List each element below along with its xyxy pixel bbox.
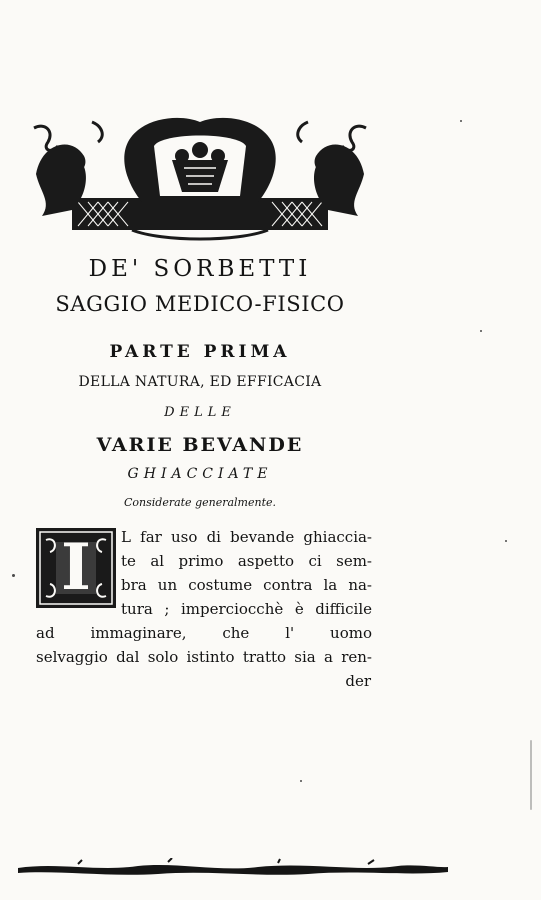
decorated-initial <box>36 528 116 608</box>
ink-speck <box>480 330 482 332</box>
catchword: der <box>345 672 371 690</box>
part-subject: DELLA NATURA, ED EFFICACIA <box>78 374 322 390</box>
body-text-line: bra un costume contra la na- <box>121 576 372 594</box>
ink-speck <box>300 780 302 782</box>
bottom-ink-smudge <box>18 858 448 878</box>
part-heading: PARTE PRIMA <box>109 342 291 362</box>
body-text-line: tura ; imperciocchè è difficile <box>121 600 372 618</box>
ink-speck <box>12 574 15 577</box>
part-subject-main: VARIE BEVANDE <box>96 434 304 456</box>
part-subject-qualifier: GHIACCIATE <box>127 466 273 482</box>
body-text-line: L far uso di bevande ghiaccia- <box>121 528 372 546</box>
work-subtitle: SAGGIO MEDICO-FISICO <box>55 292 345 316</box>
decorated-initial-letter: I <box>61 530 91 605</box>
body-text-line: te al primo aspetto ci sem- <box>121 552 372 570</box>
part-note: Considerate generalmente. <box>123 496 276 509</box>
body-text-line: selvaggio dal solo istinto tratto sia a ren- <box>36 648 372 666</box>
ink-speck <box>505 540 507 542</box>
part-connector: DELLE <box>164 405 236 420</box>
body-text-line: ad immaginare, che l' uomo <box>36 624 372 642</box>
work-title: DE' SORBETTI <box>88 256 312 282</box>
ink-speck <box>530 740 532 810</box>
ink-speck <box>460 120 462 122</box>
decorative-headpiece-ornament <box>32 112 368 244</box>
